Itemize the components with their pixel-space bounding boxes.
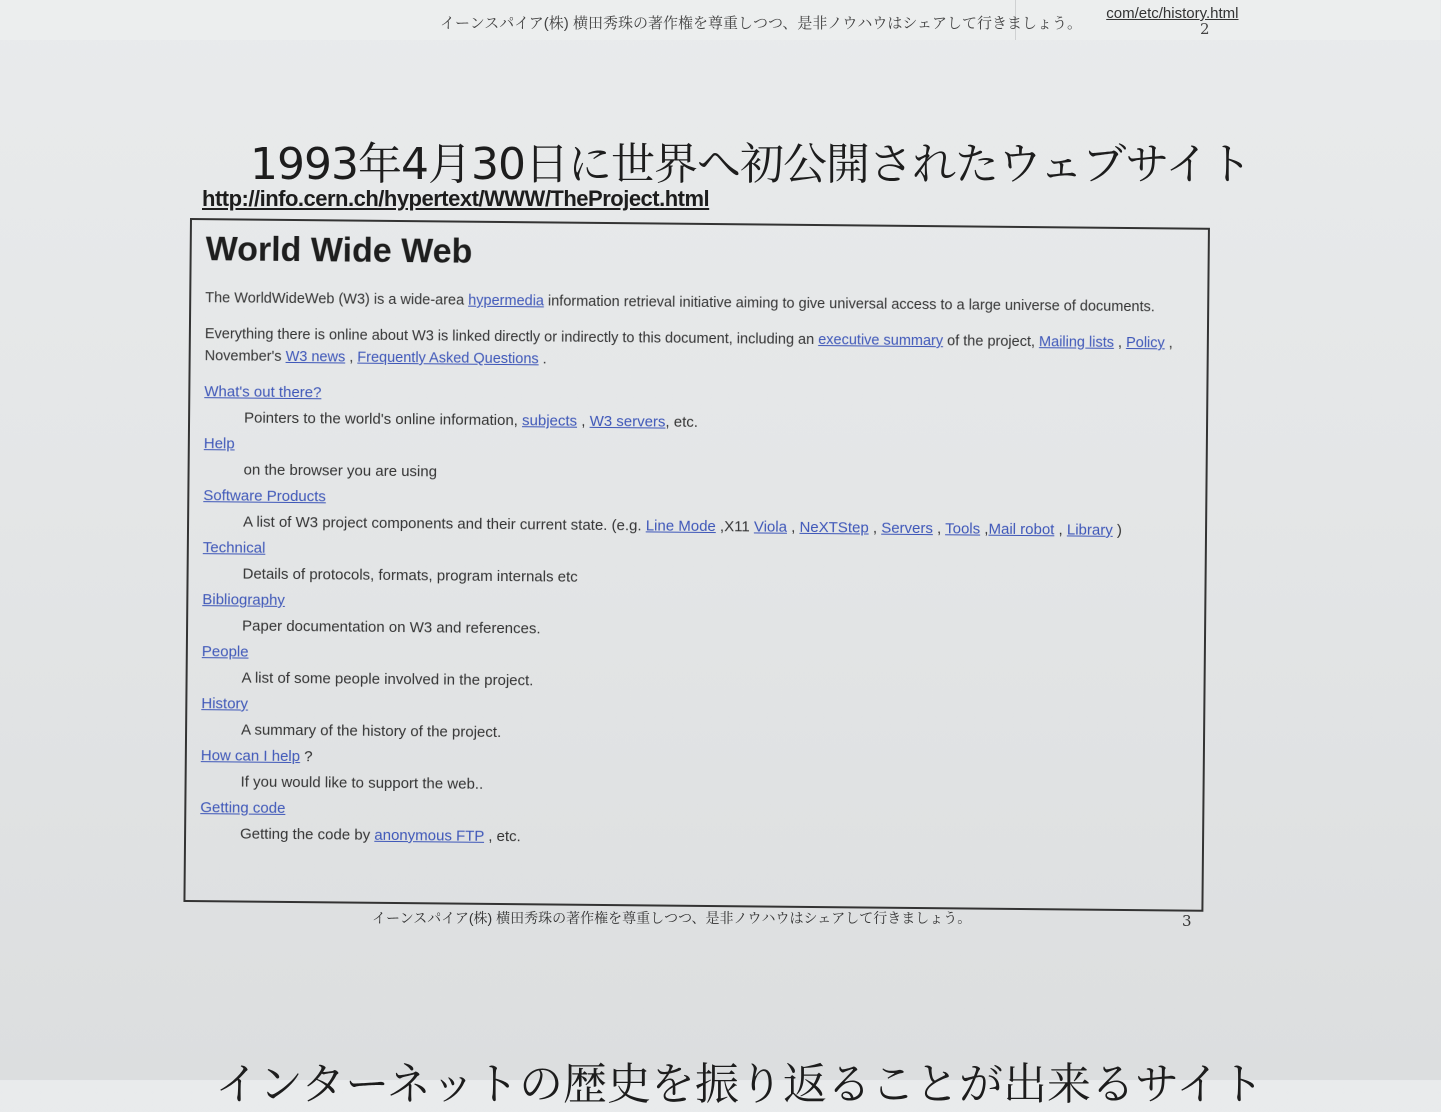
history-link[interactable]: History (201, 695, 249, 713)
slide-footer: イーンスパイア(株) 横田秀珠の著作権を尊重しつつ、是非ノウハウはシェアして行きましょう。 (372, 910, 972, 926)
separator: , (1054, 521, 1067, 539)
everything-paragraph (205, 323, 1195, 377)
library-link[interactable]: Library (1066, 521, 1113, 539)
separator: . (538, 351, 547, 368)
list-description: Paper documentation on W3 and references. (242, 617, 541, 638)
mailing-lists-link[interactable]: Mailing lists (1038, 334, 1115, 351)
mail-robot-link[interactable]: Mail robot (988, 520, 1055, 539)
help-link[interactable]: Help (203, 435, 235, 453)
separator: , (786, 518, 800, 536)
next-page-heading: インターネットの歴史を振り返ることが出来るサイト (215, 1059, 1264, 1110)
description-text: Pointers to the world's online information, (244, 409, 518, 430)
separator: , (577, 412, 590, 430)
question-mark: ? (299, 748, 313, 766)
bibliography-link[interactable]: Bibliography (202, 591, 285, 609)
anonymous-ftp-link[interactable]: anonymous FTP (374, 826, 485, 845)
how-can-i-help-link[interactable]: How can I help (200, 747, 301, 766)
description-text: , etc. (484, 827, 521, 846)
tools-link[interactable]: Tools (945, 520, 981, 538)
subjects-link[interactable]: subjects (522, 412, 578, 430)
technical-link[interactable]: Technical (202, 539, 266, 557)
executive-summary-link[interactable]: executive summary (818, 332, 944, 350)
everything-text: of the project, (943, 333, 1040, 351)
description-text: A list of W3 project components and their current state. (e.g. (243, 513, 646, 535)
description-text: , etc. (665, 413, 699, 431)
slide-url: http://info.cern.ch/hypertext/WWW/TheProject.html (202, 186, 710, 211)
everything-text: Everything there is online about W3 is linked directly or indirectly to this document, including an (204, 326, 819, 349)
software-products-link[interactable]: Software Products (203, 487, 326, 506)
w3-servers-link[interactable]: W3 servers (589, 412, 666, 431)
everything-text: , November's (204, 335, 1173, 365)
separator: ,X11 (715, 518, 755, 536)
separator: ) (1112, 521, 1123, 539)
people-link[interactable]: People (201, 643, 249, 661)
separator: , (1113, 334, 1127, 351)
separator: , (932, 520, 946, 538)
line-mode-link[interactable]: Line Mode (645, 517, 716, 536)
list-description: Details of protocols, formats, program internals etc (242, 565, 578, 586)
list-description: A summary of the history of the project. (241, 721, 502, 742)
intro-text: The WorldWideWeb (W3) is a wide-area (205, 290, 469, 309)
previous-url-fragment: com/etc/history.html (1106, 5, 1239, 22)
hypermedia-link[interactable]: hypermedia (468, 292, 545, 310)
getting-code-link[interactable]: Getting code (200, 799, 286, 817)
policy-link[interactable]: Policy (1125, 334, 1165, 352)
page-number: 3 (1182, 912, 1192, 930)
whats-out-there-link[interactable]: What's out there? (204, 383, 322, 402)
previous-page-number: 2 (1200, 20, 1210, 38)
separator: , (345, 349, 358, 366)
previous-page-footer (440, 2, 1239, 32)
list-description: If you would like to support the web.. (240, 773, 484, 793)
list-description: A list of some people involved in the project. (241, 669, 534, 690)
topic-list (200, 381, 1194, 854)
w3-news-link[interactable]: W3 news (285, 348, 346, 366)
description-text: Getting the code by (240, 825, 375, 844)
previous-page (0, 0, 1440, 40)
website-screenshot-frame (183, 218, 1210, 912)
slide-title: 1993年4月30日に世界へ初公開されたウェブサイト (250, 139, 1252, 190)
list-description (240, 824, 1190, 855)
webpage-heading: World Wide Web (205, 230, 473, 271)
faq-link[interactable]: Frequently Asked Questions (357, 349, 539, 368)
list-description: on the browser you are using (243, 461, 438, 481)
separator: , (868, 519, 882, 537)
previous-footer-text: イーンスパイア(株) 横田秀珠の著作権を尊重しつつ、是非ノウハウはシェアして行きましょう。 (440, 15, 1083, 32)
separator: , (980, 520, 989, 538)
nextstep-link[interactable]: NeXTStep (799, 518, 869, 537)
intro-paragraph (205, 287, 1195, 319)
servers-link[interactable]: Servers (881, 519, 934, 538)
viola-link[interactable]: Viola (753, 518, 788, 536)
intro-text-end: information retrieval initiative aiming to give universal access to a large universe of documents. (543, 293, 1155, 316)
